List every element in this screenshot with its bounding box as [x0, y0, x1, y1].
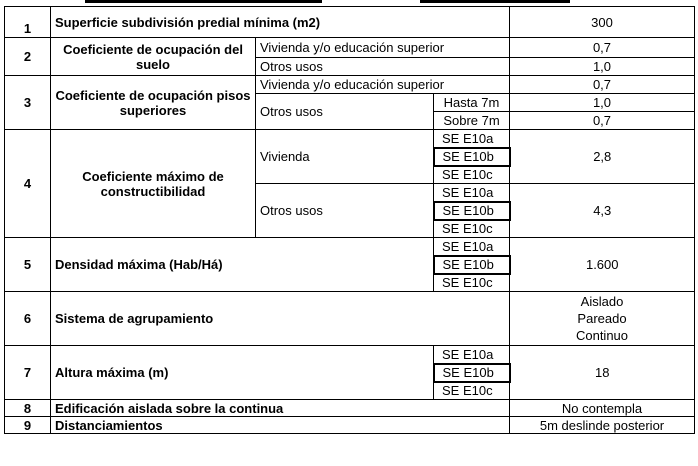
zone-label: SE E10b	[434, 148, 510, 166]
row-label: Superficie subdivisión predial mínima (m2)	[51, 7, 510, 38]
grouping-values	[510, 292, 695, 346]
row-label: Coeficiente de ocupación del suelo	[51, 38, 256, 76]
row-sublabel: Otros usos	[256, 94, 434, 130]
zone-label: SE E10c	[434, 274, 510, 292]
row-number: 8	[5, 400, 51, 417]
row-label: Densidad máxima (Hab/Há)	[51, 238, 434, 292]
zone-label: SE E10c	[434, 166, 510, 184]
row-value: 0,7	[510, 76, 695, 94]
table-row	[5, 7, 695, 38]
table-row	[5, 400, 695, 417]
row-number: 4	[5, 130, 51, 238]
zone-label: SE E10a	[434, 130, 510, 148]
row-condition: Hasta 7m	[434, 94, 510, 112]
row-number: 5	[5, 238, 51, 292]
row-sublabel: Vivienda y/o educación superior	[256, 76, 510, 94]
row-value: 300	[510, 7, 695, 38]
zone-label: SE E10a	[434, 346, 510, 364]
row-value: 1,0	[510, 94, 695, 112]
row-value: 1.600	[510, 238, 695, 292]
table-row	[5, 130, 695, 148]
row-condition: Sobre 7m	[434, 112, 510, 130]
zone-label: SE E10b	[434, 256, 510, 274]
urban-norms-table	[4, 6, 695, 434]
row-label: Distanciamientos	[51, 417, 510, 434]
grouping-value: Aislado	[580, 294, 624, 309]
row-value: 2,8	[510, 130, 695, 184]
zone-label: SE E10c	[434, 220, 510, 238]
row-value: 0,7	[510, 112, 695, 130]
row-sublabel: Vivienda y/o educación superior	[256, 38, 510, 58]
row-label: Coeficiente máximo de constructibilidad	[51, 130, 256, 238]
row-value: 18	[510, 346, 695, 400]
zone-label: SE E10c	[434, 382, 510, 400]
row-number: 6	[5, 292, 51, 346]
zone-label: SE E10b	[434, 364, 510, 382]
grouping-value: Pareado	[577, 311, 627, 326]
table-row	[5, 76, 695, 94]
row-value: 5m deslinde posterior	[510, 417, 695, 434]
top-border-right	[420, 0, 570, 3]
row-label: Coeficiente de ocupación pisos superiores	[51, 76, 256, 130]
table-row	[5, 238, 695, 256]
row-label: Altura máxima (m)	[51, 346, 434, 400]
row-value: 4,3	[510, 184, 695, 238]
zone-label: SE E10a	[434, 184, 510, 202]
row-sublabel: Otros usos	[256, 184, 434, 238]
zone-label: SE E10b	[434, 202, 510, 220]
table-row	[5, 292, 695, 346]
row-value: 0,7	[510, 38, 695, 58]
row-number: 1	[5, 7, 51, 38]
row-sublabel: Vivienda	[256, 130, 434, 184]
row-number: 3	[5, 76, 51, 130]
row-number: 2	[5, 38, 51, 76]
row-number: 7	[5, 346, 51, 400]
row-sublabel: Otros usos	[256, 58, 510, 76]
row-number: 9	[5, 417, 51, 434]
table-row	[5, 38, 695, 58]
zone-label: SE E10a	[434, 238, 510, 256]
grouping-value: Continuo	[575, 328, 629, 343]
top-border-left	[85, 0, 322, 3]
row-value: 1,0	[510, 58, 695, 76]
table-row	[5, 346, 695, 364]
row-label: Sistema de agrupamiento	[51, 292, 510, 346]
row-value: No contempla	[510, 400, 695, 417]
row-label: Edificación aislada sobre la continua	[51, 400, 510, 417]
table-row	[5, 417, 695, 434]
